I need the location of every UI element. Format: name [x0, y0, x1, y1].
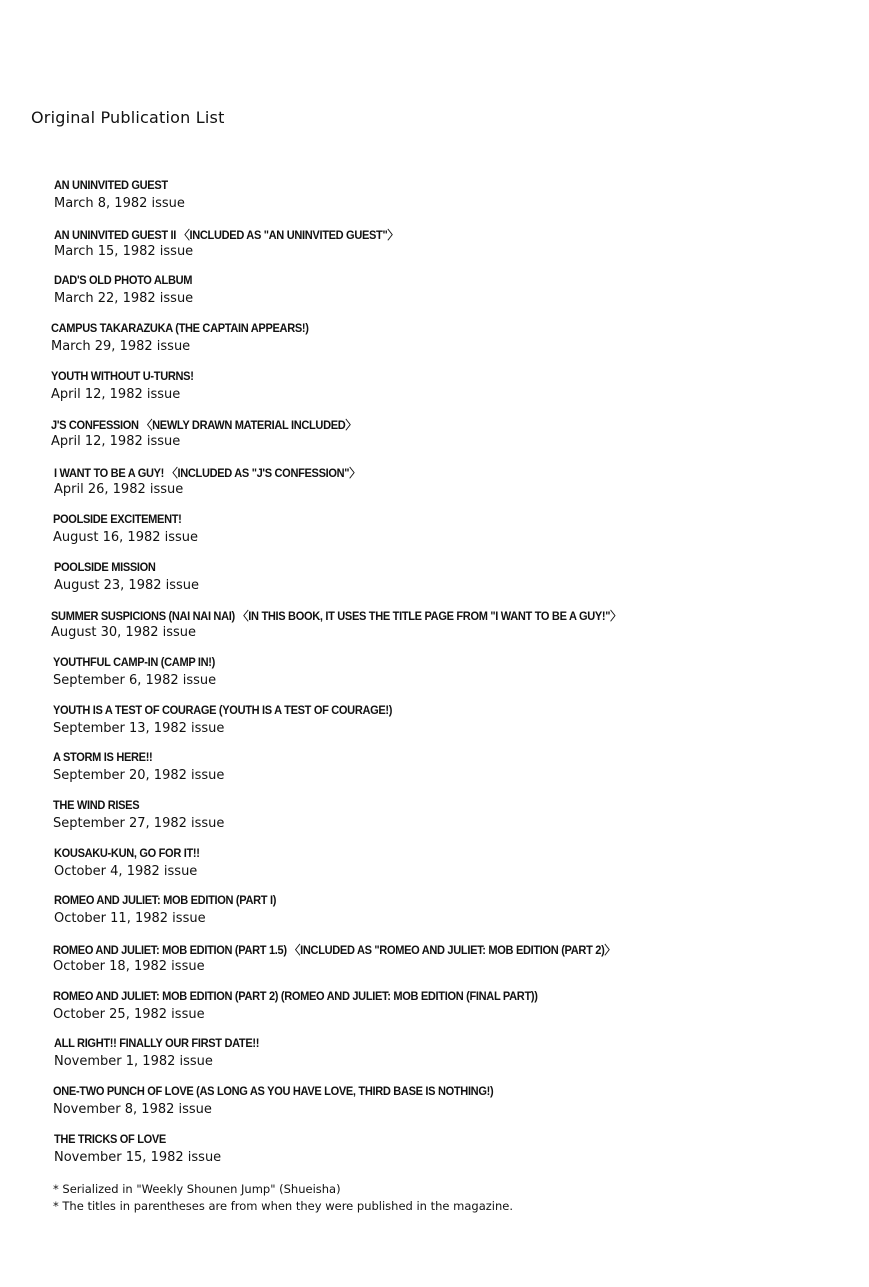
footnotes [53, 1181, 513, 1215]
entry-date: September 13, 1982 issue [53, 720, 225, 736]
list-item [0, 798, 869, 846]
list-item [0, 273, 869, 321]
entry-title: YOUTH IS A TEST OF COURAGE (YOUTH IS A TEST OF COURAGE!) [53, 702, 393, 717]
entry-date: March 22, 1982 issue [54, 291, 194, 307]
list-item [0, 655, 869, 703]
publication-entries [0, 178, 869, 1179]
entry-title: THE TRICKS OF LOVE [54, 1131, 166, 1146]
entry-date: April 12, 1982 issue [51, 386, 181, 402]
list-item [0, 750, 869, 798]
entry-title: ROMEO AND JULIET: MOB EDITION (PART I) [54, 893, 277, 908]
entry-title: YOUTHFUL CAMP-IN (CAMP IN!) [53, 654, 216, 669]
entry-title: DAD'S OLD PHOTO ALBUM [54, 273, 193, 288]
footnote: * Serialized in "Weekly Shounen Jump" (Shueisha) [53, 1182, 341, 1196]
list-item [0, 369, 869, 417]
list-item [0, 607, 869, 655]
entry-date: November 8, 1982 issue [53, 1102, 212, 1118]
entry-title: ROMEO AND JULIET: MOB EDITION (PART 1.5) 〈INCLUDED AS "ROMEO AND JULIET: MOB EDITION (PART 2)〉 [53, 943, 616, 957]
page-title: Original Publication List [31, 108, 225, 127]
entry-date: October 4, 1982 issue [54, 863, 198, 879]
list-item [0, 560, 869, 608]
entry-title: POOLSIDE EXCITEMENT! [53, 511, 182, 526]
entry-date: September 20, 1982 issue [53, 768, 225, 784]
entry-date: August 16, 1982 issue [53, 529, 199, 545]
entry-date: October 25, 1982 issue [53, 1006, 205, 1022]
entry-date: November 1, 1982 issue [54, 1054, 213, 1070]
entry-title: AN UNINVITED GUEST [54, 178, 168, 192]
list-item [0, 703, 869, 751]
entry-title: CAMPUS TAKARAZUKA (THE CAPTAIN APPEARS!) [51, 321, 309, 336]
list-item [0, 989, 869, 1037]
entry-date: September 6, 1982 issue [53, 672, 217, 688]
entry-date: March 15, 1982 issue [54, 243, 194, 259]
list-item [0, 321, 869, 369]
entry-date: September 27, 1982 issue [53, 815, 225, 831]
list-item [0, 1084, 869, 1132]
list-item [0, 1132, 869, 1180]
list-item [0, 512, 869, 560]
entry-date: October 11, 1982 issue [54, 911, 206, 927]
footnote: * The titles in parentheses are from when they were published in the magazine. [53, 1199, 513, 1213]
entry-title: POOLSIDE MISSION [54, 559, 156, 574]
entry-title: A STORM IS HERE!! [53, 750, 153, 765]
entry-date: August 23, 1982 issue [54, 577, 200, 593]
entry-title: I WANT TO BE A GUY! 〈INCLUDED AS "J'S CONFESSION"〉 [54, 466, 360, 481]
entry-title: ONE-TWO PUNCH OF LOVE (AS LONG AS YOU HAVE LOVE, THIRD BASE IS NOTHING!) [53, 1084, 494, 1099]
list-item [0, 941, 869, 989]
list-item [0, 1036, 869, 1084]
entry-date: August 30, 1982 issue [51, 625, 197, 641]
list-item [0, 893, 869, 941]
list-item [0, 846, 869, 894]
list-item [0, 416, 869, 464]
entry-date: April 12, 1982 issue [51, 434, 181, 450]
entry-date: March 8, 1982 issue [54, 196, 185, 211]
entry-date: April 26, 1982 issue [54, 482, 184, 498]
entry-date: March 29, 1982 issue [51, 339, 191, 355]
list-item [0, 178, 869, 226]
list-item [0, 464, 869, 512]
entry-title: KOUSAKU-KUN, GO FOR IT!! [54, 845, 200, 860]
entry-title: ALL RIGHT!! FINALLY OUR FIRST DATE!! [54, 1036, 260, 1051]
entry-date: October 18, 1982 issue [53, 959, 205, 974]
entry-title: ROMEO AND JULIET: MOB EDITION (PART 2) (ROMEO AND JULIET: MOB EDITION (FINAL PART)) [53, 988, 538, 1003]
entry-title: J'S CONFESSION 〈NEWLY DRAWN MATERIAL INCLUDED〉 [51, 418, 357, 433]
entry-title: THE WIND RISES [53, 797, 140, 812]
list-item [0, 226, 869, 274]
entry-title: YOUTH WITHOUT U-TURNS! [51, 368, 194, 383]
entry-title: AN UNINVITED GUEST II 〈INCLUDED AS "AN UNINVITED GUEST"〉 [54, 227, 399, 242]
entry-date: November 15, 1982 issue [54, 1149, 222, 1165]
entry-title: SUMMER SUSPICIONS (NAI NAI NAI) 〈IN THIS BOOK, IT USES THE TITLE PAGE FROM "I WANT TO BE A GUY!"〉 [51, 609, 621, 624]
